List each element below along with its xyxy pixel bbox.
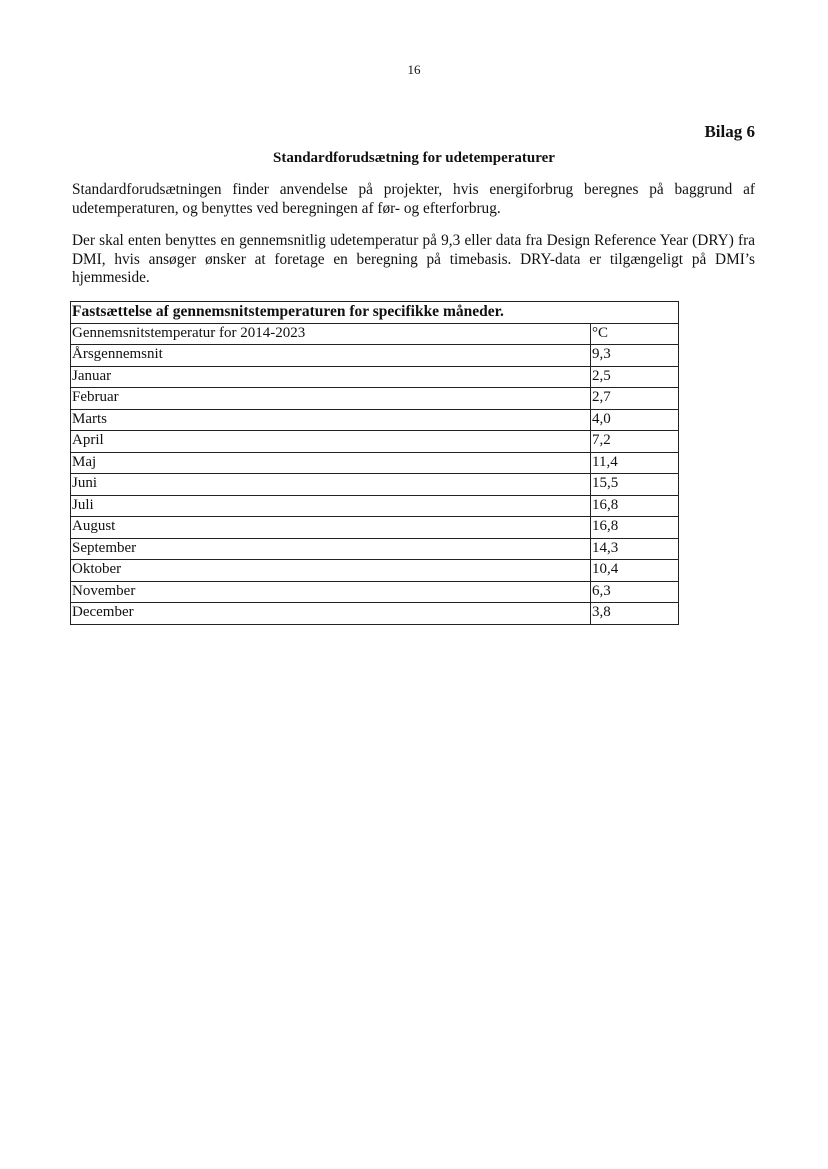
temperature-value-cell: 11,4 <box>591 452 679 474</box>
page-number: 16 <box>407 62 421 77</box>
table-row <box>71 474 679 496</box>
temperature-value-cell: 16,8 <box>591 495 679 517</box>
appendix-label: Bilag 6 <box>704 122 755 141</box>
table-header-row <box>71 323 679 345</box>
temperature-value-cell: 2,5 <box>591 366 679 388</box>
document-title: Standardforudsætning for udetemperaturer <box>273 150 555 166</box>
temperature-value-cell: 2,7 <box>591 388 679 410</box>
month-label-cell: Marts <box>71 409 591 431</box>
month-label-cell: Juli <box>71 495 591 517</box>
month-label-cell: Februar <box>71 388 591 410</box>
temperature-value-cell: 15,5 <box>591 474 679 496</box>
month-label-cell: August <box>71 517 591 539</box>
table-row <box>71 538 679 560</box>
temperature-value-cell: 6,3 <box>591 581 679 603</box>
table-row <box>71 345 679 367</box>
month-label-cell: December <box>71 603 591 625</box>
table-body <box>71 323 679 624</box>
temperature-value-cell: 4,0 <box>591 409 679 431</box>
temperature-value-cell: 14,3 <box>591 538 679 560</box>
intro-paragraph: Standardforudsætningen finder anvendelse på projekter, hvis energiforbrug beregnes på baggrund af udetemperaturen, og benyttes ved beregningen af før- og efterforbrug. <box>72 181 755 217</box>
month-label-cell: September <box>71 538 591 560</box>
table-row <box>71 431 679 453</box>
table-row <box>71 495 679 517</box>
table-caption-row <box>71 302 679 324</box>
table-row <box>71 388 679 410</box>
temperature-value-cell: 9,3 <box>591 345 679 367</box>
temperature-value-cell: 7,2 <box>591 431 679 453</box>
table-row <box>71 452 679 474</box>
month-label-cell: Årsgennemsnit <box>71 345 591 367</box>
month-label-cell: November <box>71 581 591 603</box>
table-row <box>71 581 679 603</box>
header-unit-cell: °C <box>591 323 679 345</box>
table-caption: Fastsættelse af gennemsnitstemperaturen for specifikke måneder. <box>71 302 679 324</box>
table-row <box>71 603 679 625</box>
header-label-cell: Gennemsnitstemperatur for 2014-2023 <box>71 323 591 345</box>
temperature-value-cell: 16,8 <box>591 517 679 539</box>
method-paragraph: Der skal enten benyttes en gennemsnitlig udetemperatur på 9,3 eller data fra Design Reference Year (DRY) fra DMI, hvis ansøger ønsker at foretage en beregning på timebasis. DRY-data er tilgængeligt på DMI’s hjemmeside. <box>72 232 755 286</box>
month-label-cell: April <box>71 431 591 453</box>
month-label-cell: Maj <box>71 452 591 474</box>
month-label-cell: Juni <box>71 474 591 496</box>
table-row <box>71 517 679 539</box>
month-label-cell: Oktober <box>71 560 591 582</box>
table-row <box>71 366 679 388</box>
temperature-table <box>70 301 679 625</box>
month-label-cell: Januar <box>71 366 591 388</box>
table-row <box>71 409 679 431</box>
temperature-value-cell: 3,8 <box>591 603 679 625</box>
table-row <box>71 560 679 582</box>
temperature-value-cell: 10,4 <box>591 560 679 582</box>
